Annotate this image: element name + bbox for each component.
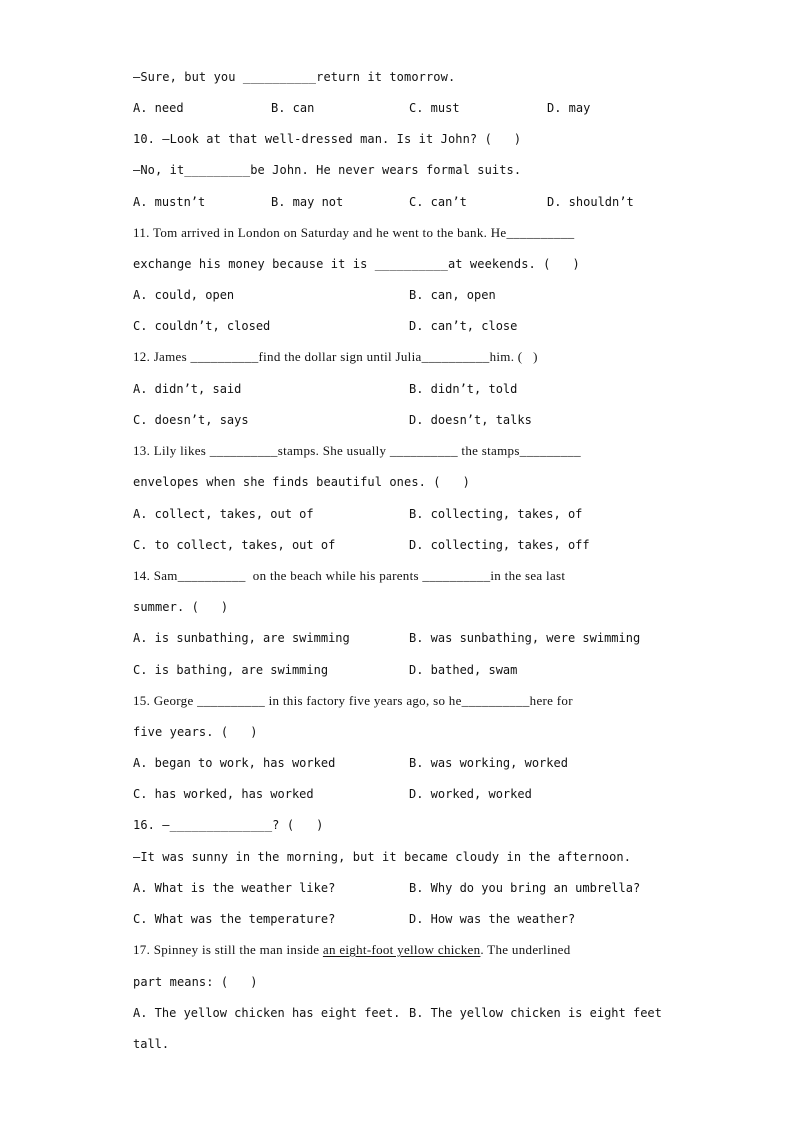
q15-option-d: D. worked, worked [409,787,532,801]
q11-option-d: D. can’t, close [409,319,518,333]
q11-option-b: B. can, open [409,288,496,302]
q11-line-2: exchange his money because it is __________at weekends. ( ) [133,257,580,271]
q16-question: 16. —______________? ( ) [133,818,324,832]
q17-option-b: B. The yellow chicken is eight feet [409,1006,662,1020]
q13-option-b: B. collecting, takes, of [409,507,583,521]
q12-option-d: D. doesn’t, talks [409,413,532,427]
q14-line-1: 14. Sam__________ on the beach while his parents __________in the sea last [133,568,566,583]
q14-option-c: C. is bathing, are swimming [133,663,329,677]
q11-line-1: 11. Tom arrived in London on Saturday and he went to the bank. He__________ [133,225,575,240]
q13-line-2: envelopes when she finds beautiful ones. ( ) [133,475,470,489]
q17-line-1-post: . The underlined [480,942,571,957]
q12-option-b: B. didn’t, told [409,382,518,396]
q16-option-a: A. What is the weather like? [133,881,336,895]
q14-line-2: summer. ( ) [133,600,229,614]
q11-option-c: C. couldn’t, closed [133,319,271,333]
q17-line-1 [133,942,571,958]
q15-option-a: A. began to work, has worked [133,756,336,770]
q15-option-b: B. was working, worked [409,756,568,770]
q15-line-2: five years. ( ) [133,725,258,739]
q14-option-a: A. is sunbathing, are swimming [133,631,350,645]
q17-option-a: A. The yellow chicken has eight feet. [133,1006,401,1020]
q9-option-c: C. must [409,101,460,115]
q16-option-d: D. How was the weather? [409,912,576,926]
q12-question: 12. James __________find the dollar sign until Julia__________him. ( ) [133,349,538,364]
q12-option-a: A. didn’t, said [133,382,242,396]
q13-option-d: D. collecting, takes, off [409,538,590,552]
q9-option-a: A. need [133,101,184,115]
q14-option-b: B. was sunbathing, were swimming [409,631,641,645]
q10-option-d: D. shouldn’t [547,195,634,209]
q16-option-b: B. Why do you bring an umbrella? [409,881,641,895]
q12-option-c: C. doesn’t, says [133,413,249,427]
q16-option-c: C. What was the temperature? [133,912,336,926]
q11-option-a: A. could, open [133,288,235,302]
q14-option-d: D. bathed, swam [409,663,518,677]
q17-line-2: part means: ( ) [133,975,258,989]
q17-option-b-continued: tall. [133,1037,170,1051]
q13-line-1: 13. Lily likes __________stamps. She usually __________ the stamps_________ [133,443,581,458]
q16-dialog: —It was sunny in the morning, but it became cloudy in the afternoon. [133,850,632,864]
q10-option-b: B. may not [271,195,344,209]
q17-line-1-pre: 17. Spinney is still the man inside [133,942,323,957]
q17-underlined-phrase: an eight-foot yellow chicken [322,942,481,957]
q10-option-c: C. can’t [409,195,467,209]
q10-dialog: —No, it_________be John. He never wears formal suits. [133,163,522,177]
q9-option-b: B. can [271,101,315,115]
q15-option-c: C. has worked, has worked [133,787,314,801]
q13-option-c: C. to collect, takes, out of [133,538,336,552]
q15-line-1: 15. George __________ in this factory five years ago, so he__________here for [133,693,573,708]
q13-option-a: A. collect, takes, out of [133,507,314,521]
q9-dialog: —Sure, but you __________return it tomorrow. [133,70,456,84]
q9-option-d: D. may [547,101,591,115]
q10-option-a: A. mustn’t [133,195,206,209]
q10-question: 10. —Look at that well-dressed man. Is it John? ( ) [133,132,522,146]
